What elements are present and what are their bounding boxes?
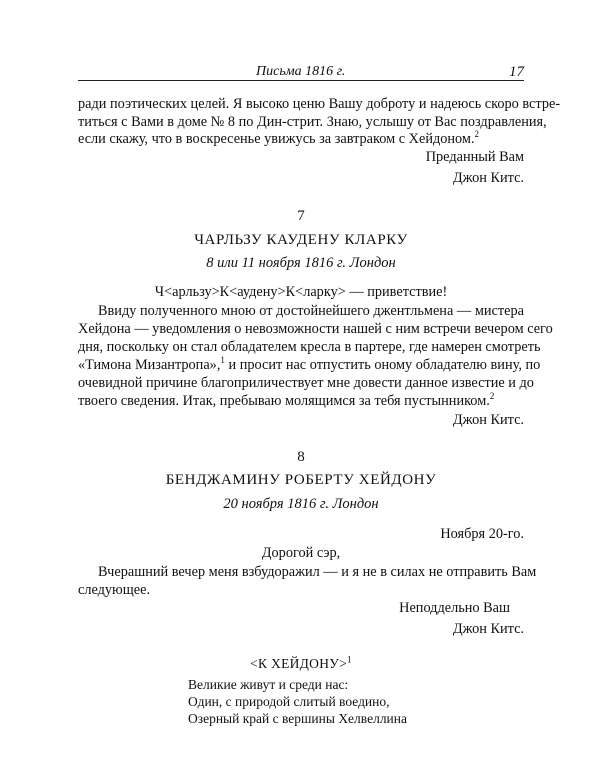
footnote-marker: 2	[474, 129, 480, 140]
paragraph-line: титься с Вами в доме № 8 по Дин-стрит. Знаю, услышу от Вас поздравления,	[78, 114, 547, 130]
letter-number: 7	[297, 208, 305, 224]
footnote-marker: 1	[220, 355, 225, 366]
paragraph-line: Ввиду полученного мною от достойнейшего джентльмена — мистера	[98, 303, 524, 319]
footnote-marker: 1	[347, 654, 352, 665]
salutation: Дорогой сэр,	[261, 545, 341, 561]
paragraph-line: Вчерашний вечер меня взбудоражил — и я не в силах не отправить Вам	[98, 564, 537, 580]
paragraph-line	[78, 355, 541, 374]
paragraph-text: если скажу, что в воскресенье увижусь за завтраком с Хейдоном.	[78, 131, 475, 147]
paragraph-text: «Тимона Мизантропа»,	[78, 357, 221, 373]
running-title: Письма 1816 г.	[256, 64, 346, 79]
closing: Преданный Вам	[425, 149, 524, 165]
letter-number: 8	[297, 449, 305, 465]
paragraph-line: Хейдона — уведомления о невозможности нашей с ним встречи вечером сего	[78, 321, 553, 337]
poem-line: Один, с природой слитый воедино,	[188, 694, 390, 709]
page-number: 17	[509, 64, 524, 80]
paragraph-line	[78, 131, 524, 148]
poem-line: Озерный край с вершины Хелвеллина	[188, 711, 407, 726]
paragraph-line: ради поэтических целей. Я высоко ценю Вашу доброту и надеюсь скоро встре-	[78, 96, 561, 112]
signature: Джон Китс.	[452, 412, 524, 428]
paragraph-line: дня, поскольку он стал обладателем кресла в партере, где намерен смотреть	[78, 339, 541, 355]
paragraph-line: очевидной причине благоприличествует мне довести данное известие и до	[78, 375, 534, 391]
letter-heading: БЕНДЖАМИНУ РОБЕРТУ ХЕЙДОНУ	[165, 472, 437, 488]
closing: Неподдельно Ваш	[399, 600, 510, 616]
poem-title	[78, 655, 524, 672]
signature: Джон Китс.	[452, 170, 524, 186]
poem-line: Великие живут и среди нас:	[188, 677, 349, 692]
date-line: Ноября 20-го.	[440, 526, 524, 542]
paragraph-text: твоего сведения. Итак, пребываю молящимся за тебя пустынником.	[78, 393, 490, 409]
running-header	[78, 64, 524, 80]
letter-heading: ЧАРЛЬЗУ КАУДЕНУ КЛАРКУ	[194, 232, 408, 248]
paragraph-text: и просит нас отпустить оному обладателю вину, по	[224, 357, 541, 373]
paragraph-line: следующее.	[78, 582, 151, 598]
letter-date-place: 20 ноября 1816 г. Лондон	[223, 496, 379, 512]
signature: Джон Китс.	[452, 621, 524, 637]
letter-date-place: 8 или 11 ноября 1816 г. Лондон	[206, 255, 396, 271]
header-rule	[78, 80, 524, 81]
footnote-marker: 2	[489, 391, 495, 402]
greeting: Ч<арльзу>К<аудену>К<ларку> — приветствие!	[154, 284, 448, 300]
paragraph-line	[78, 393, 524, 410]
poem-title-text: <К ХЕЙДОНУ>	[250, 656, 348, 671]
